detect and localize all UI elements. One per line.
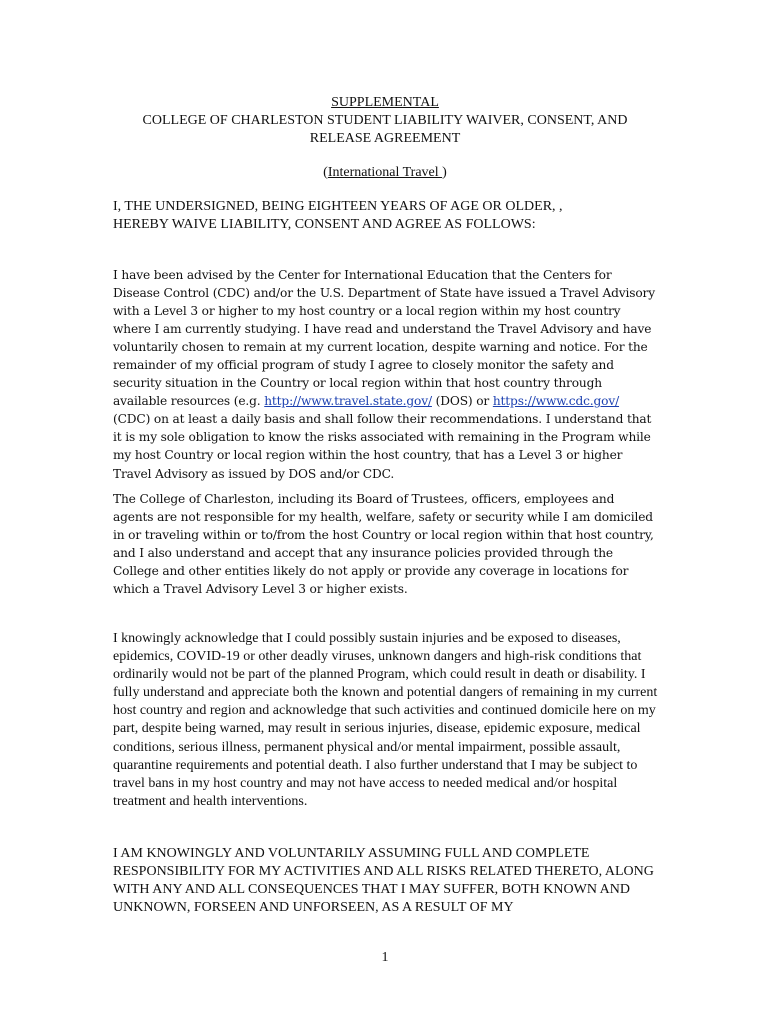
heading-line-1: I, THE UNDERSIGNED, BEING EIGHTEEN YEARS OF AGE OR OLDER, , xyxy=(113,199,563,214)
document-subtitle xyxy=(100,164,670,182)
page-number: 1 xyxy=(381,950,389,965)
waiver-heading xyxy=(113,198,653,234)
travel-state-gov-link[interactable]: http://www.travel.state.gov/ xyxy=(264,394,432,409)
paragraph-acknowledge-risks: I knowingly acknowledge that I could possibly sustain injuries and be exposed to diseases, epidemics, COVID-19 or other deadly viruses, unknown dangers and high-risk conditions that ordinarily would not be part of the planned Program, which could result in death or disability. I fully understand and appreciate both the known and potential dangers of remaining in my current host country and region and acknowledge that such activities and continued domicile here on my part, despite being warned, may result in serious injuries, disease, epidemic exposure, medical conditions, serious illness, permanent physical and/or mental impairment, possible assault, quarantine requirements and potential death. I also further understand that I may be subject to travel bans in my host country and may not have access to needed medical and/or hospital treatment and health interventions. xyxy=(113,631,658,809)
paragraph-travel-advisory xyxy=(113,266,658,483)
title-line-1: SUPPLEMENTAL xyxy=(331,95,439,110)
paragraph-assume-responsibility: I AM KNOWINGLY AND VOLUNTARILY ASSUMING FULL AND COMPLETE RESPONSIBILITY FOR MY ACTIVITIES AND ALL RISKS RELATED THERETO, ALONG WITH ANY AND ALL CONSEQUENCES THAT I MAY SUFFER, BOTH KNOWN AND UNKNOWN, FORSEEN AND UNFORSEEN, AS A RESULT OF MY xyxy=(113,846,654,916)
title-line-2: COLLEGE OF CHARLESTON STUDENT LIABILITY WAIVER, CONSENT, AND xyxy=(142,113,628,128)
heading-line-2: HEREBY WAIVE LIABILITY, CONSENT AND AGREE AS FOLLOWS: xyxy=(113,217,536,232)
cdc-gov-link[interactable]: https://www.cdc.gov/ xyxy=(492,394,620,409)
subtitle-close-paren: ) xyxy=(442,165,447,180)
subtitle-open-paren: ( xyxy=(323,165,328,180)
subtitle-text: International Travel xyxy=(327,165,443,180)
document-title xyxy=(100,94,670,148)
paragraph1-text-middle: (DOS) or xyxy=(431,394,493,409)
paragraph-college-not-responsible: The College of Charleston, including its Board of Trustees, officers, employees and agents are not responsible for my health, welfare, safety or security while I am domiciled in or traveling within or to/from the host Country or local region within that host country, and I also understand and accept that any insurance policies provided through the College and other entities likely do not apply or provide any coverage in locations for which a Travel Advisory Level 3 or higher exists. xyxy=(113,492,654,597)
paragraph1-text-start: I have been advised by the Center for International Education that the Centers for Disease Control (CDC) and/or the U.S. Department of State have issued a Travel Advisory with a Level 3 or higher to my host country or a local region within my host country where I am currently studying. I have read and understand the Travel Advisory and have voluntarily chosen to remain at my current location, despite warning and notice. For the remainder of my official program of study I agree to closely monitor the safety and security situation in the Country or local region within that host country through available resources (e.g. xyxy=(113,268,655,409)
paragraph1-text-end: (CDC) on at least a daily basis and shall follow their recommendations. I understand that it is my sole obligation to know the risks associated with remaining in the Program while my host Country or local region within the host country, that has a Level 3 or higher Travel Advisory as issued by DOS and/or CDC. xyxy=(113,412,652,481)
title-line-3: RELEASE AGREEMENT xyxy=(309,131,461,146)
